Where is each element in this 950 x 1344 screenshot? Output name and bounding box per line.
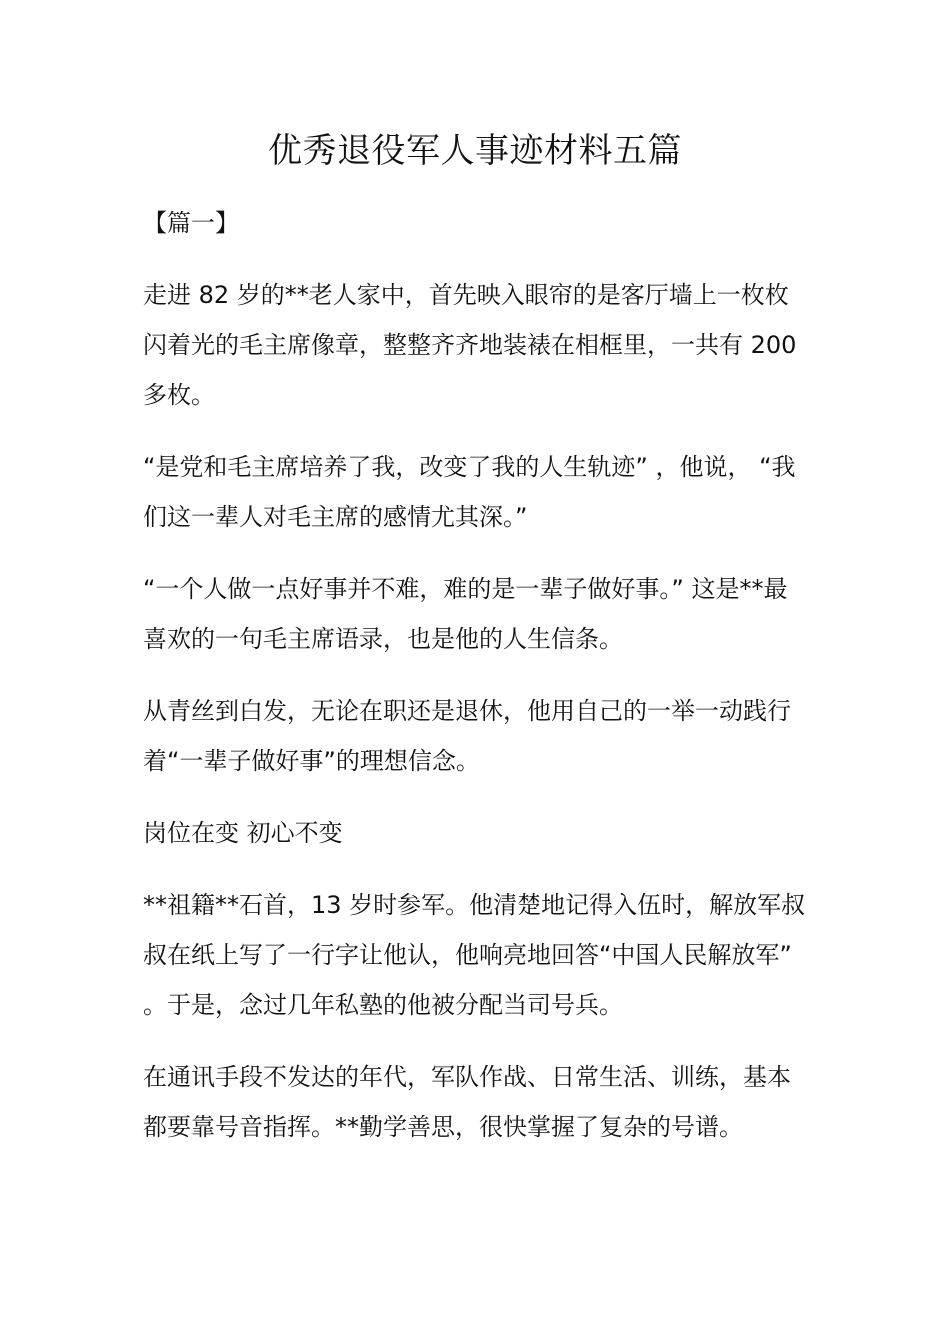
paragraph: “是党和毛主席培养了我，改变了我的人生轨迹” ，他说， “我们这一辈人对毛主席的感情尤其深。” <box>143 453 796 531</box>
paragraph: 走进 82 岁的**老人家中，首先映入眼帘的是客厅墙上一枚枚闪着光的毛主席像章，整整齐齐地装裱在相框里，一共有 200 多枚。 <box>143 281 797 409</box>
paragraph: 从青丝到白发，无论在职还是退休，他用自己的一举一动践行着“一辈子做好事”的理想信念。 <box>143 697 791 775</box>
document-title: 优秀退役军人事迹材料五篇 <box>268 131 682 171</box>
document-body <box>143 270 808 1174</box>
section-label: 【篇一】 <box>143 209 239 237</box>
subheading: 岗位在变 初心不变 <box>143 819 343 847</box>
paragraph: 在通讯手段不发达的年代，军队作战、日常生活、训练，基本都要靠号音指挥。**勤学善思，很快掌握了复杂的号谱。 <box>143 1063 791 1141</box>
paragraph: “一个人做一点好事并不难，难的是一辈子做好事。” 这是**最喜欢的一句毛主席语录，也是他的人生信条。 <box>143 575 788 653</box>
paragraph: **祖籍**石首，13 岁时参军。他清楚地记得入伍时，解放军叔叔在纸上写了一行字让他认，他响亮地回答“中国人民解放军” 。于是，念过几年私塾的他被分配当司号兵。 <box>143 891 806 1019</box>
